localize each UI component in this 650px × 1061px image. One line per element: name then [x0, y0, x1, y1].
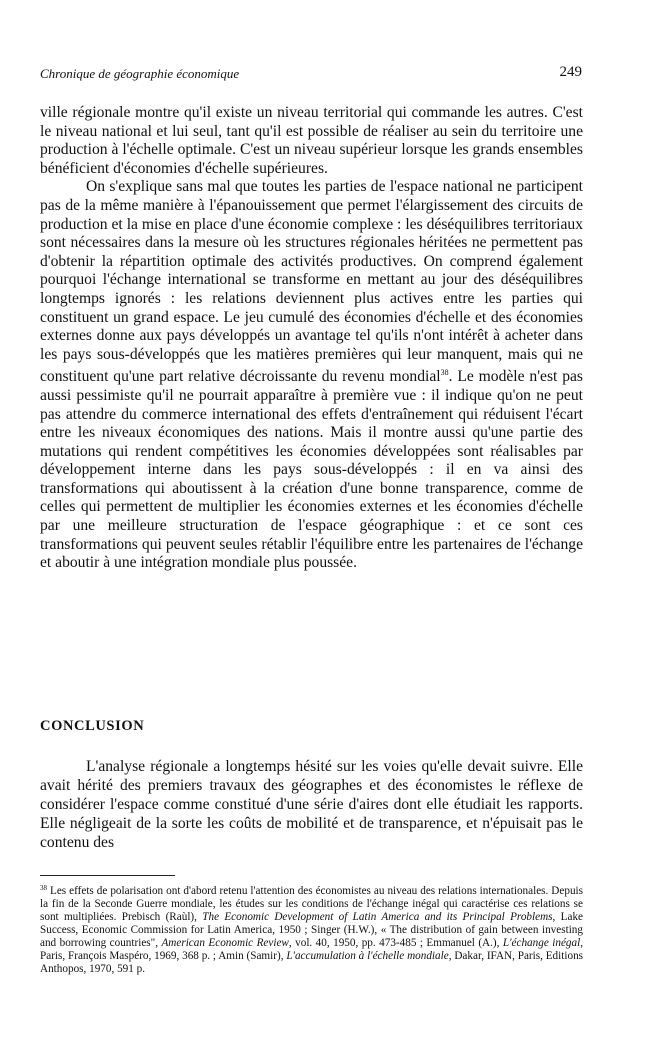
conclusion-paragraph: L'analyse régionale a longtemps hésité sur les voies qu'elle devait suivre. Elle avait hérité des premiers travaux des géographes et des économistes le réflexe de considérer l'espace comme constitué d'une série d'aires dont elle étudiait les rapports. Elle négligeait de la sorte les coûts de mobilité et de transparence, et n'épuisait pas le contenu des: [40, 758, 583, 851]
footnote-text: , Paris, François Maspéro, 1969, 368 p. ; Amin (Samir),: [40, 937, 583, 962]
paragraph-2-part-2: . Le modèle n'est pas aussi pessimiste qu'il ne pourrait apparaître à première vue : il indique qu'on ne peut pas attendre du commerce international des effets d'entraînement qui réduisent l'écart entre les niveaux économiques des nations. Mais il montre aussi qu'une partie des mutations qui rendent compétitives les économies développées sont réalisables par développement interne dans les pays sous-développés : il en va ainsi des transformations qui aboutissent à la création d'une bonne transparence, comme de celles qui permettent de multiplier les économies externes et les économies d'échelle par une meilleure structuration de l'espace géographique : et ce sont ces transformations qui peuvent seules rétablir l'équilibre entre les partenaires de l'échange et aboutir à une intégration mondiale plus poussée.: [40, 368, 583, 572]
footnote-text: , vol. 40, 1950, pp. 473-485 ; Emmanuel (A.),: [288, 937, 503, 949]
running-title: Chronique de géographie économique: [40, 66, 240, 81]
page-number: 249: [559, 64, 582, 80]
paragraph-2: [40, 178, 583, 572]
footnote-title: American Economic Review: [161, 937, 289, 949]
footnote-title: L'accumulation à l'échelle mondiale: [286, 950, 449, 962]
footnote-title: L'échange inégal: [502, 937, 581, 949]
paragraph-1: ville régionale montre qu'il existe un niveau territorial qui commande les autres. C'est le niveau national et lui seul, tant qu'il est possible de réaliser au sein du territoire une production à l'échelle optimale. C'est un niveau supérieur lorsque les grands ensembles bénéficient d'économies d'échelle supérieures.: [40, 104, 583, 177]
footnote-number: 38: [40, 884, 47, 892]
footnote-separator: [40, 875, 175, 876]
footnote-title: The Economic Development of Latin America and its Principal Problems: [202, 911, 553, 923]
conclusion-text: [40, 757, 583, 852]
paragraph-2-part-1: On s'explique sans mal que toutes les parties de l'espace national ne participent pas de la même manière à l'épanouissement que permet l'élargissement des circuits de production et la mise en place d'une économie complexe : les déséquilibres territoriaux sont nécessaires dans la mesure où les structures régionales héritées ne permettent pas d'obtenir la répartition optimale des activités productives. On comprend également pourquoi l'échange international se transforme en mettant au jour des déséquilibres longtemps ignorés : les relations deviennent plus actives entre les parties qui constituent un grand espace. Le jeu cumulé des économies d'échelle et des économies externes donne aux pays développés un avantage tel qu'ils n'ont intérêt à acheter dans les pays sous-développés que les matières premières qui leur manquent, mais qui ne constituent qu'une part relative décroissante du revenu mondial: [40, 178, 583, 386]
footnote-text: Les effets de polarisation ont d'abord retenu l'attention des économistes au niveau des relations internationales. Depuis la fin de la Seconde Guerre mondiale, les études sur les conditions de l'échange inégal qui caractérise ces relations se sont multipliées. Prebisch (Raùl),: [40, 885, 584, 923]
footnote-text: , Lake Success, Economic Commission for Latin America, 1950 ; Singer (H.W.), « The distribution of gain between investing and borrowing countries",: [40, 911, 583, 949]
section-heading: CONCLUSION: [40, 718, 145, 734]
footnote-38: [40, 882, 583, 976]
footnote-reference: 38: [440, 368, 449, 378]
main-text: [40, 104, 583, 573]
footnote-text: , Dakar, IFAN, Paris, Editions Anthopos, 1970, 591 p.: [40, 950, 584, 975]
